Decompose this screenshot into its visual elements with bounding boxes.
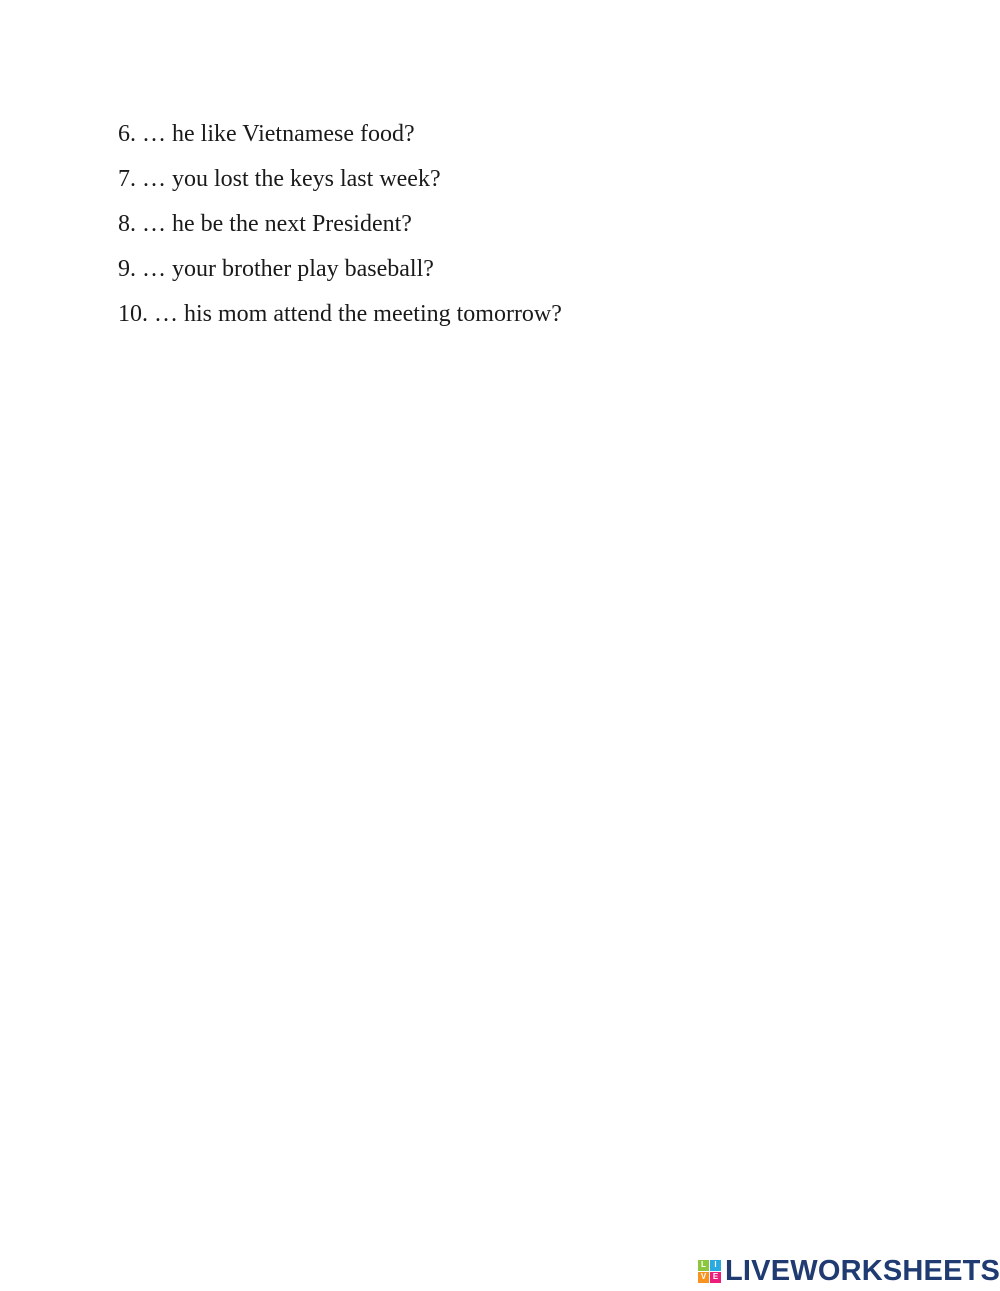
question-9: 9. … your brother play baseball?: [118, 256, 434, 282]
question-7: 7. … you lost the keys last week?: [118, 166, 441, 192]
logo-tile-e: E: [710, 1272, 721, 1283]
worksheet-questions: [118, 112, 960, 337]
brand-name: LIVEWORKSHEETS: [725, 1254, 1000, 1287]
question-10: 10. … his mom attend the meeting tomorrow?: [118, 301, 562, 327]
logo-tile-l: L: [698, 1260, 709, 1271]
question-6: 6. … he like Vietnamese food?: [118, 121, 415, 147]
question-8: 8. … he be the next President?: [118, 211, 412, 237]
liveworksheets-logo-icon: [698, 1260, 721, 1283]
logo-tile-i: I: [710, 1260, 721, 1271]
logo-tile-v: V: [698, 1272, 709, 1283]
liveworksheets-logo: [698, 1255, 1000, 1287]
